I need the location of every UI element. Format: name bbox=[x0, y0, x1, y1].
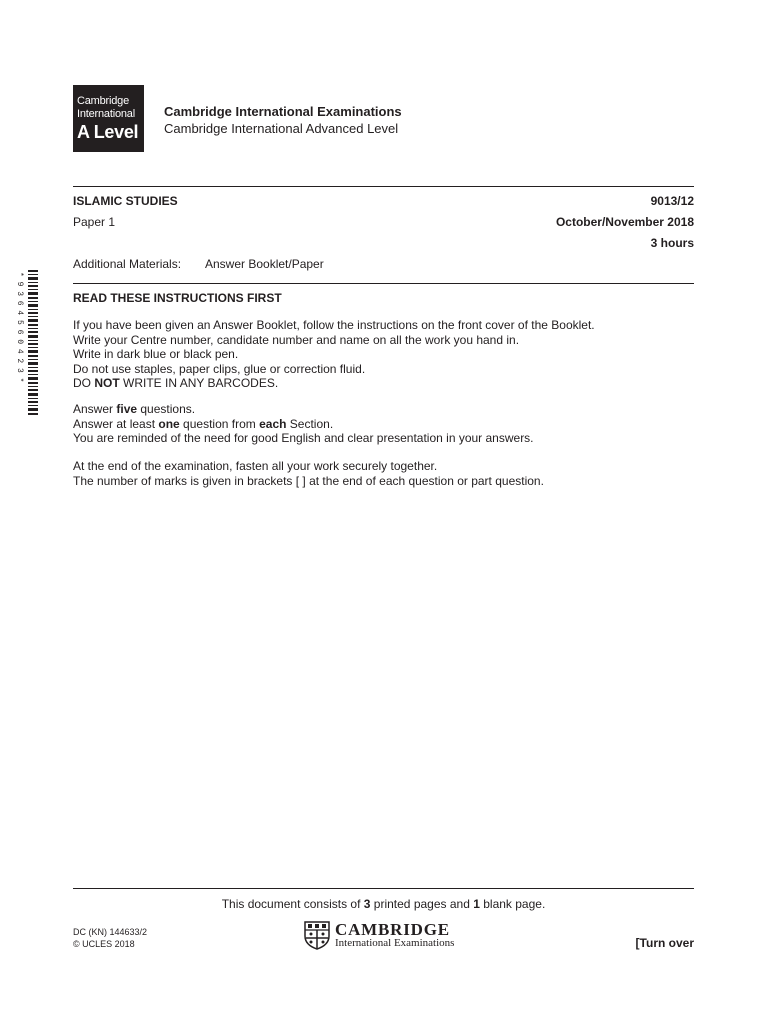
logo-line-1: Cambridge bbox=[77, 95, 130, 107]
text-fragment: printed pages and bbox=[370, 897, 474, 911]
text-fragment: question from bbox=[179, 416, 260, 431]
board-subtitle: Cambridge International Advanced Level bbox=[164, 121, 399, 136]
text-fragment: blank page. bbox=[479, 897, 546, 911]
instructions-block-2 bbox=[73, 402, 534, 446]
text-fragment: Answer bbox=[73, 402, 117, 416]
barcode bbox=[28, 270, 38, 417]
blank-page-count: 1 bbox=[473, 897, 480, 911]
instruction-line-barcodes bbox=[73, 376, 595, 391]
page-count-note bbox=[73, 897, 694, 911]
instruction-end-1: At the end of the examination, fasten all your work securely together. bbox=[73, 459, 438, 473]
instruction-reminder: You are reminded of the need for good English and clear presentation in your answers. bbox=[73, 431, 534, 445]
exam-duration: 3 hours bbox=[650, 236, 694, 250]
instruction-answer-least bbox=[73, 417, 534, 432]
emphasis: five bbox=[116, 402, 138, 416]
text-fragment: DO bbox=[73, 376, 95, 390]
instructions-heading: READ THESE INSTRUCTIONS FIRST bbox=[73, 291, 282, 305]
instructions-divider bbox=[73, 283, 694, 284]
subject-title: ISLAMIC STUDIES bbox=[73, 194, 178, 208]
header-divider bbox=[73, 186, 694, 187]
paper-name: Paper 1 bbox=[73, 215, 116, 229]
turn-over: [Turn over bbox=[635, 936, 694, 950]
text-fragment: This document consists of bbox=[221, 897, 364, 911]
emphasis: one bbox=[158, 416, 180, 431]
a-level-logo bbox=[73, 85, 144, 152]
footer-refs bbox=[73, 926, 147, 950]
text-fragment: WRITE IN ANY BARCODES. bbox=[119, 376, 279, 390]
text-fragment: Section. bbox=[286, 416, 334, 431]
barcode-digits: * 9 3 6 4 5 6 0 4 2 3 * bbox=[15, 272, 24, 383]
logo-line-2: International bbox=[77, 108, 135, 120]
printed-page-count: 3 bbox=[363, 897, 371, 911]
instruction-line: Do not use staples, paper clips, glue or correction fluid. bbox=[73, 361, 366, 376]
cambridge-crest-icon bbox=[304, 921, 330, 950]
instructions-block-3 bbox=[73, 459, 544, 488]
board-title: Cambridge International Examinations bbox=[164, 104, 402, 119]
cambridge-wordmark: CAMBRIDGE bbox=[335, 920, 450, 939]
barcode-digits-box bbox=[14, 272, 24, 417]
instruction-line: Write in dark blue or black pen. bbox=[73, 347, 239, 361]
paper-code: 9013/12 bbox=[650, 194, 694, 208]
copyright: © UCLES 2018 bbox=[73, 939, 135, 949]
materials-value: Answer Booklet/Paper bbox=[205, 257, 324, 271]
logo-line-3: A Level bbox=[77, 122, 139, 142]
instructions-block-1 bbox=[73, 318, 595, 391]
instruction-end-2: The number of marks is given in brackets [ ] at the end of each question or part question. bbox=[73, 473, 544, 488]
exam-session: October/November 2018 bbox=[555, 215, 694, 229]
document-ref: DC (KN) 144633/2 bbox=[73, 927, 148, 937]
materials-label: Additional Materials: bbox=[73, 257, 182, 271]
instruction-line: Write your Centre number, candidate number and name on all the work you hand in. bbox=[73, 332, 520, 347]
cambridge-wordmark-sub: International Examinations bbox=[335, 937, 455, 949]
emphasis: each bbox=[259, 416, 287, 431]
instruction-line: If you have been given an Answer Booklet, follow the instructions on the front cover of the Booklet. bbox=[73, 318, 595, 332]
text-fragment: questions. bbox=[137, 402, 196, 416]
emphasis: NOT bbox=[94, 376, 120, 390]
instruction-answer-five bbox=[73, 402, 534, 417]
footer-divider bbox=[73, 888, 694, 889]
text-fragment: Answer at least bbox=[73, 416, 159, 431]
